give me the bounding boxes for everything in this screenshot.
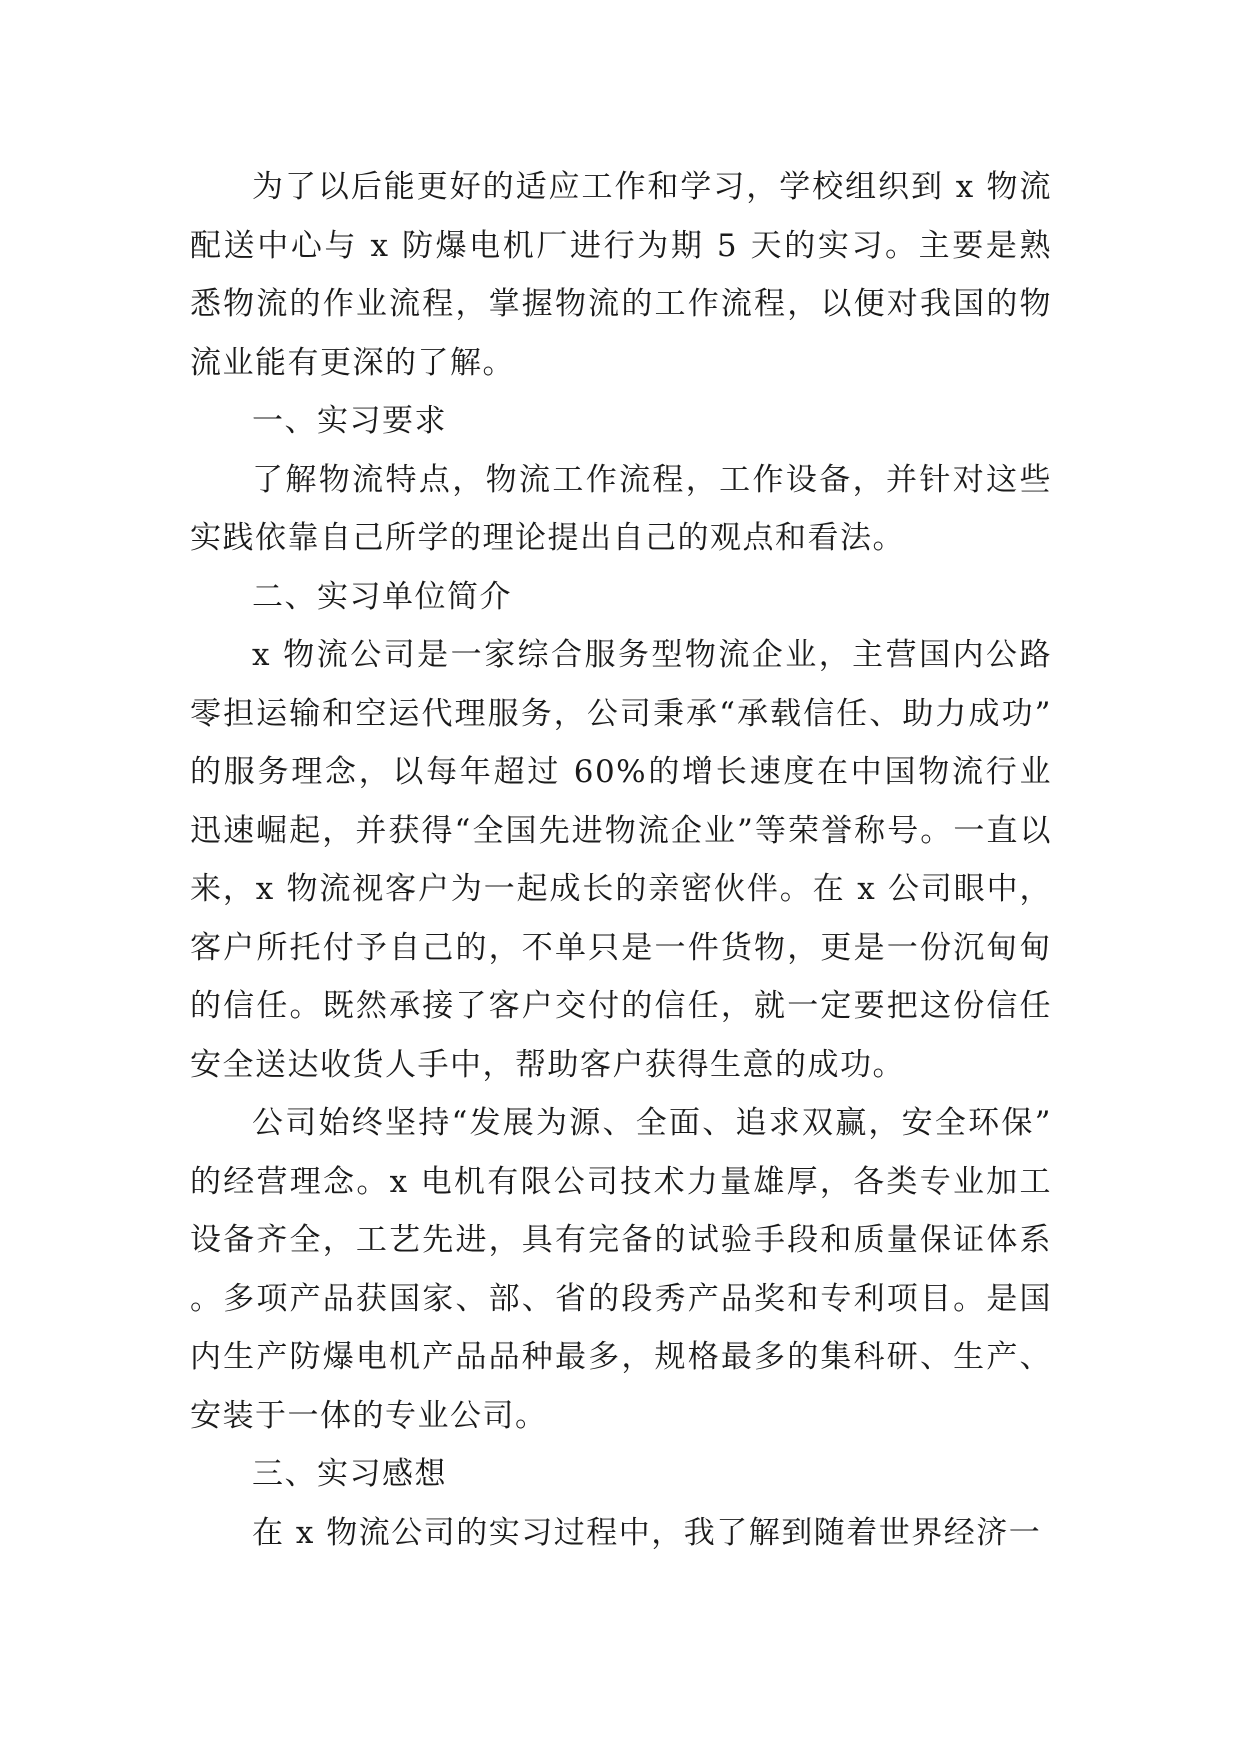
document-body bbox=[190, 158, 1052, 1562]
section-heading-reflections: 三、实习感想 bbox=[252, 1456, 447, 1492]
company-philosophy-paragraph: 公司始终坚持“发展为源、全面、追求双赢，安全环保”的经营理念。x 电机有限公司技术力量雄厚，各类专业加工设备齐全，工艺先进，具有完备的试验手段和质量保证体系。多项产品获国家、部、省的段秀产品奖和专利项目。是国内生产防爆电机产品品种最多，规格最多的集科研、生产、安装于一体的专业公司。 bbox=[190, 1105, 1052, 1434]
company-intro-paragraph: x 物流公司是一家综合服务型物流企业，主营国内公路零担运输和空运代理服务，公司秉承“承载信任、助力成功”的服务理念，以每年超过 60%的增长速度在中国物流行业迅速崛起，并获得“全国先进物流企业”等荣誉称号。一直以来，x 物流视客户为一起成长的亲密伙伴。在 x 公司眼中，客户所托付予自己的，不单只是一件货物，更是一份沉甸甸的信任。既然承接了客户交付的信任，就一定要把这份信任安全送达收货人手中，帮助客户获得生意的成功。 bbox=[190, 637, 1052, 1083]
intro-paragraph: 为了以后能更好的适应工作和学习，学校组织到 x 物流配送中心与 x 防爆电机厂进行为期 5 天的实习。主要是熟悉物流的作业流程，掌握物流的工作流程，以便对我国的物流业能有更深的了解。 bbox=[190, 169, 1052, 381]
reflections-paragraph: 在 x 物流公司的实习过程中，我了解到随着世界经济一 bbox=[252, 1514, 1042, 1551]
section-heading-company-intro: 二、实习单位简介 bbox=[252, 578, 512, 615]
section-heading-requirements: 一、实习要求 bbox=[252, 403, 447, 439]
requirements-paragraph: 了解物流特点，物流工作流程，工作设备，并针对这些实践依靠自己所学的理论提出自己的观点和看法。 bbox=[190, 461, 1052, 556]
